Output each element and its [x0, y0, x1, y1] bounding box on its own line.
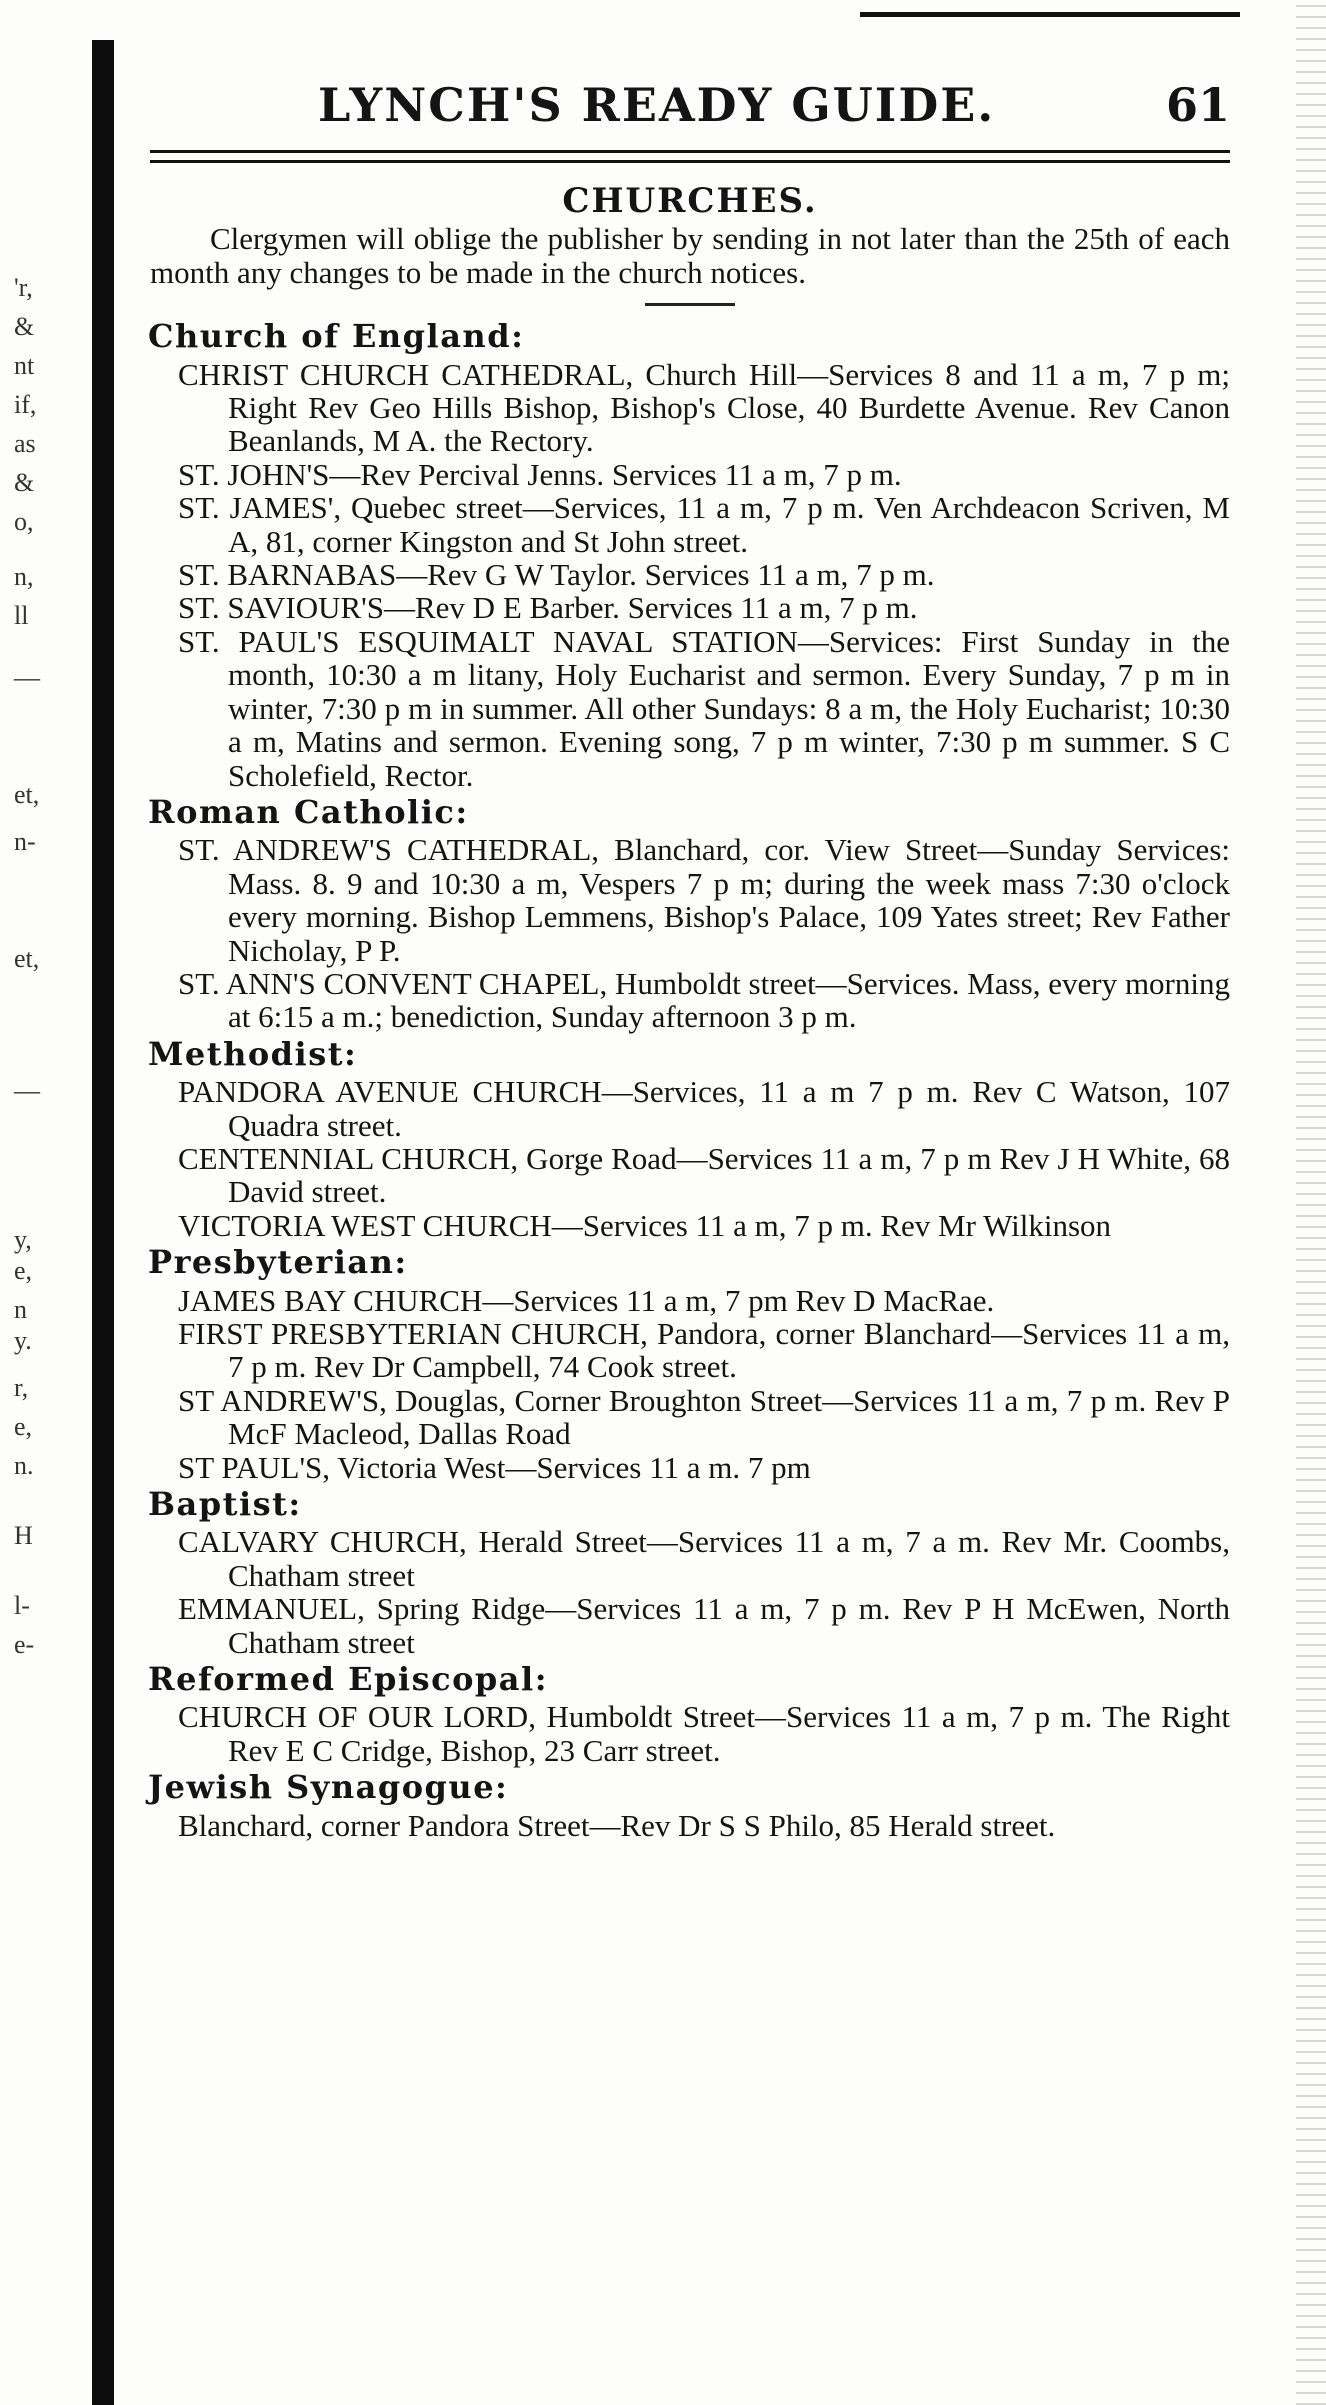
margin-fragment: — [14, 1076, 40, 1106]
denomination-heading: Church of England: [148, 317, 525, 356]
margin-fragment: y. [14, 1326, 32, 1355]
margin-fragment: n. [14, 1450, 34, 1480]
page-body [148, 181, 1230, 1843]
header-rule-bottom [150, 160, 1230, 163]
binding-shadow [92, 40, 114, 2405]
left-margin-bleed [0, 0, 80, 2405]
section-heading: CHURCHES. [562, 181, 818, 221]
denomination-heading: Roman Catholic: [148, 792, 469, 831]
margin-fragment: if, [14, 390, 37, 419]
margin-fragment: o, [14, 507, 34, 536]
church-entry: EMMANUEL, Spring Ridge—Services 11 a m, 7 p m. Rev P H McEwen, North Chatham street [178, 1591, 1230, 1660]
margin-fragment: n [14, 1294, 27, 1324]
section-divider [645, 303, 735, 306]
denomination-heading: Baptist: [148, 1485, 302, 1524]
church-entry: PANDORA AVENUE CHURCH—Services, 11 a m 7 p m. Rev C Watson, 107 Quadra street. [178, 1074, 1230, 1143]
margin-fragment: e, [14, 1255, 33, 1285]
church-entry: ST. PAUL'S ESQUIMALT NAVAL STATION—Services: First Sunday in the month, 10:30 a m litany, Holy Eucharist and sermon. Every Sunday, 7 p m in winter, 7:30 p m in summer. All other Sundays: 8 a m, the Holy Eucharist; 10:30 a m, Matins and sermon. Evening song, 7 p m winter, 7:30 p m summer. S C Scholefield, Rector. [178, 623, 1230, 793]
church-entry: ST. ANN'S CONVENT CHAPEL, Humboldt street—Services. Mass, every morning at 6:15 a m.; benediction, Sunday afternoon 3 p m. [178, 965, 1230, 1035]
church-entry: ST. SAVIOUR'S—Rev D E Barber. Services 11 a m, 7 p m. [178, 590, 918, 626]
church-entry: Blanchard, corner Pandora Street—Rev Dr S S Philo, 85 Herald street. [178, 1807, 1056, 1843]
church-entry: CHURCH OF OUR LORD, Humboldt Street—Services 11 a m, 7 p m. The Right Rev E C Cridge, Bishop, 23 Carr street. [178, 1699, 1230, 1768]
margin-fragment: H [14, 1521, 33, 1550]
denomination-heading: Reformed Episcopal: [148, 1660, 548, 1699]
church-entry: ST. BARNABAS—Rev G W Taylor. Services 11 a m, 7 p m. [178, 557, 935, 593]
margin-fragment: n- [14, 826, 36, 856]
margin-fragment: — [14, 663, 40, 692]
margin-fragment: nt [14, 351, 35, 380]
margin-fragment: y, [14, 1224, 32, 1254]
margin-fragment: & [14, 312, 35, 341]
margin-fragment: et, [14, 780, 40, 809]
church-entry: JAMES BAY CHURCH—Services 11 a m, 7 pm Rev D MacRae. [178, 1282, 995, 1318]
church-entry: ST ANDREW'S, Douglas, Corner Broughton Street—Services 11 a m, 7 p m. Rev P McF Macleod, Dallas Road [178, 1382, 1230, 1452]
margin-fragment: as [14, 429, 36, 458]
margin-fragment: n, [14, 561, 34, 591]
church-entry: CENTENNIAL CHURCH, Gorge Road—Services 11 a m, 7 p m Rev J H White, 68 David street. [178, 1140, 1230, 1210]
church-entry: ST. ANDREW'S CATHEDRAL, Blanchard, cor. View Street—Sunday Services: Mass. 8. 9 and 10:30 a m, Vespers 7 p m; during the week mass 7:30 o'clock every morning. Bishop Lemmens, Bishop's Palace, 109 Yates street; Rev Father Nicholay, P P. [178, 832, 1230, 968]
page-number: 61 [1165, 78, 1230, 132]
margin-fragment: e- [14, 1630, 35, 1660]
margin-fragment: et, [14, 943, 40, 973]
margin-fragment: l- [14, 1591, 30, 1621]
church-entry: ST. JAMES', Quebec street—Services, 11 a m, 7 p m. Ven Archdeacon Scriven, M A, 81, corner Kingston and St John street. [178, 490, 1230, 559]
margin-fragment: 'r, [14, 273, 33, 302]
publisher-notice: Clergymen will oblige the publisher by sending in not later than the 25th of each month any changes to be made in the church notices. [150, 221, 1230, 290]
running-title: LYNCH'S READY GUIDE. [318, 78, 996, 132]
denomination-heading: Jewish Synagogue: [148, 1768, 509, 1807]
church-entry: CHRIST CHURCH CATHEDRAL, Church Hill—Services 8 and 11 a m, 7 p m; Right Rev Geo Hills Bishop, Bishop's Close, 40 Burdette Avenue. Rev Canon Beanlands, M A. the Rectory. [178, 356, 1230, 459]
church-entry: FIRST PRESBYTERIAN CHURCH, Pandora, corner Blanchard—Services 11 a m, 7 p m. Rev Dr Campbell, 74 Cook street. [178, 1316, 1230, 1385]
church-entry: ST. JOHN'S—Rev Percival Jenns. Services 11 a m, 7 p m. [178, 456, 902, 492]
denomination-heading: Presbyterian: [148, 1243, 408, 1282]
top-edge-mark [860, 12, 1240, 17]
header-rule-top [150, 150, 1230, 153]
church-entry: VICTORIA WEST CHURCH—Services 11 a m, 7 p m. Rev Mr Wilkinson [178, 1207, 1112, 1243]
margin-fragment: ll [14, 600, 29, 630]
page-edge [1296, 0, 1326, 2405]
margin-fragment: r, [14, 1372, 29, 1402]
denomination-heading: Methodist: [148, 1034, 358, 1073]
church-listing [148, 317, 1230, 1843]
church-entry: CALVARY CHURCH, Herald Street—Services 11 a m, 7 a m. Rev Mr. Coombs, Chatham street [178, 1524, 1230, 1593]
church-entry: ST PAUL'S, Victoria West—Services 11 a m. 7 pm [178, 1449, 811, 1485]
running-header [150, 78, 1230, 138]
margin-fragment: & [14, 468, 35, 497]
margin-fragment: e, [14, 1411, 33, 1441]
